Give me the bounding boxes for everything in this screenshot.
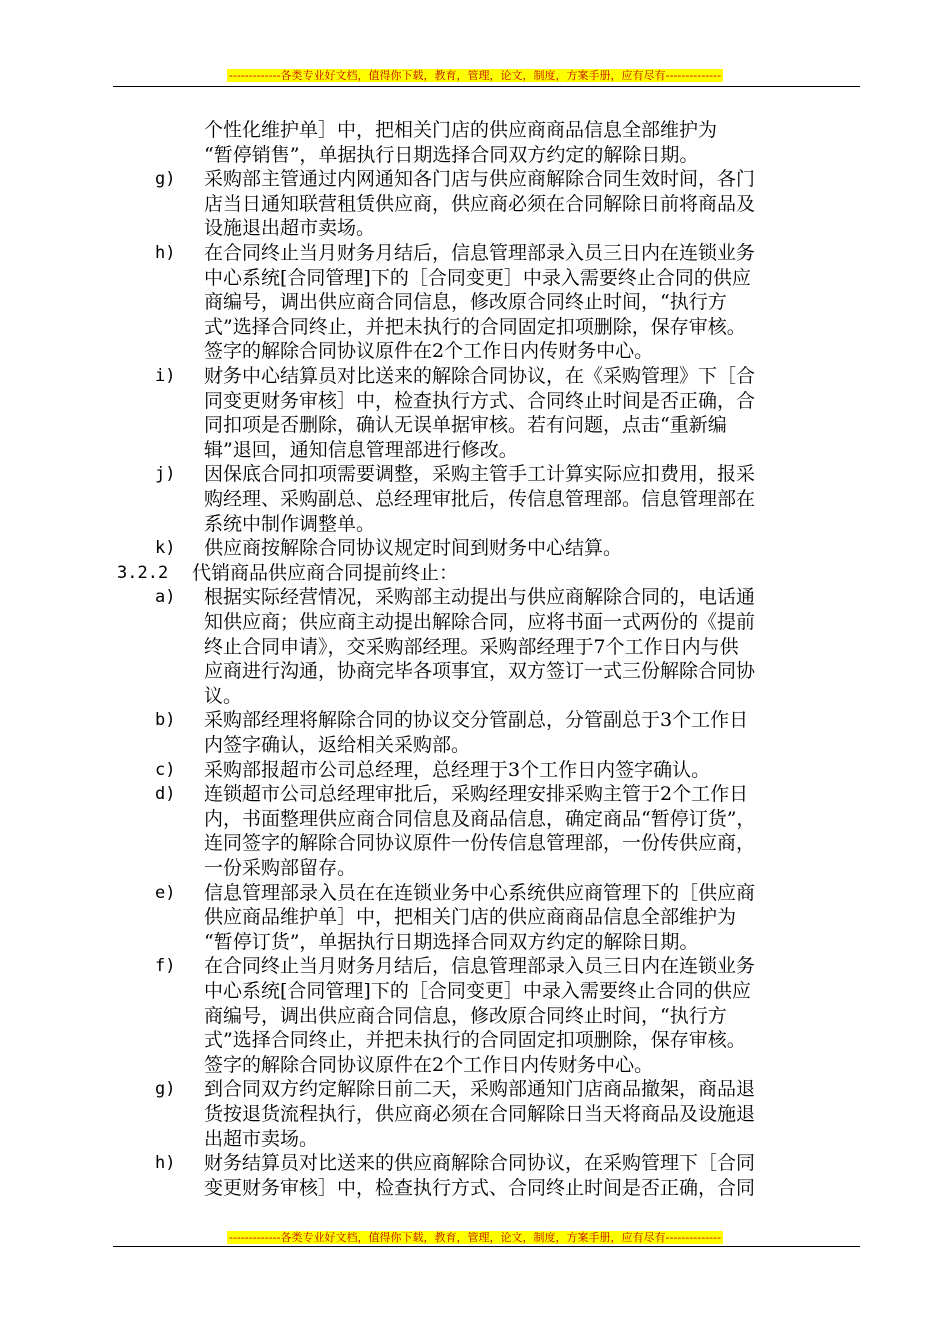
text-line: 中心系统[合同管理]下的［合同变更］中录入需要终止合同的供应 <box>204 980 751 1002</box>
text-line: 商编号，调出供应商合同信息，修改原合同终止时间，“执行方 <box>204 1004 727 1027</box>
text-line: 终止合同申请》，交采购部经理。采购部经理于7个工作日内与供 <box>204 635 739 658</box>
list-marker: h) <box>155 1153 176 1174</box>
text-line: 在合同终止当月财务月结后，信息管理部录入员三日内在连锁业务 <box>204 955 756 978</box>
text-line: 知供应商；供应商主动提出解除合同，应将书面一式两份的《提前 <box>204 611 756 633</box>
list-marker: b) <box>155 710 176 731</box>
text-line: 设施退出超市卖场。 <box>204 217 376 240</box>
text-line: “暂停销售”，单据执行日期选择合同双方约定的解除日期。 <box>204 143 699 166</box>
text-line: 供应商品维护单］中，把相关门店的供应商商品信息全部维护为 <box>204 906 737 929</box>
text-line: 货按退货流程执行，供应商必须在合同解除日当天将商品及设施退 <box>204 1103 756 1125</box>
text-line: 内签字确认，返给相关采购部。 <box>204 734 471 756</box>
text-line: 出超市卖场。 <box>204 1127 319 1150</box>
text-line: 根据实际经营情况，采购部主动提出与供应商解除合同的，电话通 <box>204 586 756 609</box>
text-line: 变更财务审核］中，检查执行方式、合同终止时间是否正确，合同 <box>204 1176 756 1199</box>
text-line: 商编号，调出供应商合同信息，修改原合同终止时间，“执行方 <box>204 291 727 314</box>
text-line: 个性化维护单］中，把相关门店的供应商商品信息全部维护为 <box>204 119 718 141</box>
list-marker: k) <box>155 538 176 559</box>
footer-banner: -------------各类专业好文档，值得你下载，教育，管理，论文，制度，方案手册，应有尽有-------------- <box>228 1231 722 1244</box>
text-line: 签字的解除合同协议原件在2个工作日内传财务中心。 <box>204 1053 654 1076</box>
list-marker: i) <box>155 366 176 386</box>
text-line: 辑”退回，通知信息管理部进行修改。 <box>204 438 518 461</box>
text-line: 供应商按解除合同协议规定时间到财务中心结算。 <box>204 537 623 560</box>
section-number: 3.2.2 <box>117 562 169 583</box>
text-line: 连锁超市公司总经理审批后，采购经理安排采购主管于2个工作日 <box>204 783 749 806</box>
text-line: 同变更财务审核］中，检查执行方式、合同终止时间是否正确，合 <box>204 389 756 412</box>
text-line: 式”选择合同终止，并把未执行的合同固定扣项删除，保存审核。 <box>204 1029 746 1052</box>
text-line: 中心系统[合同管理]下的［合同变更］中录入需要终止合同的供应 <box>204 266 751 289</box>
text-line: 同扣项是否删除，确认无误单据审核。若有问题，点击“重新编 <box>204 414 727 437</box>
text-line: “暂停订货”，单据执行日期选择合同双方约定的解除日期。 <box>204 930 699 953</box>
text-line: 购经理、采购副总、总经理审批后，传信息管理部。信息管理部在 <box>204 488 756 510</box>
text-line: 应商进行沟通，协商完毕各项事宜，双方签订一式三份解除合同协 <box>204 660 756 683</box>
text-line: 到合同双方约定解除日前二天，采购部通知门店商品撤架，商品退 <box>204 1078 756 1101</box>
text-line: 采购部报超市公司总经理，总经理于3个工作日内签字确认。 <box>204 758 711 781</box>
section-title: 代销商品供应商合同提前终止： <box>192 561 459 584</box>
text-line: 连同签字的解除合同协议原件一份传信息管理部，一份传供应商， <box>204 832 756 855</box>
text-line: 议。 <box>204 684 243 707</box>
text-line: 采购部经理将解除合同的协议交分管副总，分管副总于3个工作日 <box>204 709 749 732</box>
header-banner: -------------各类专业好文档，值得你下载，教育，管理，论文，制度，方案手册，应有尽有-------------- <box>228 69 722 82</box>
footer-divider <box>113 1246 860 1247</box>
list-marker: g) <box>155 1079 176 1100</box>
text-line: 在合同终止当月财务月结后，信息管理部录入员三日内在连锁业务 <box>204 242 756 264</box>
list-marker: e) <box>155 882 176 903</box>
text-line: 财务结算员对比送来的供应商解除合同协议，在采购管理下［合同 <box>204 1152 756 1175</box>
list-marker: f) <box>155 956 176 977</box>
text-line: 一份采购部留存。 <box>204 857 357 879</box>
text-line: 财务中心结算员对比送来的解除合同协议，在《采购管理》下［合 <box>204 365 756 387</box>
text-line: 采购部主管通过内网通知各门店与供应商解除合同生效时间，各门 <box>204 168 756 191</box>
text-line: 式”选择合同终止，并把未执行的合同固定扣项删除，保存审核。 <box>204 315 746 338</box>
list-marker: a) <box>155 587 176 608</box>
text-line: 签字的解除合同协议原件在2个工作日内传财务中心。 <box>204 340 654 363</box>
text-line: 店当日通知联营租赁供应商，供应商必须在合同解除日前将商品及 <box>204 192 756 215</box>
list-marker: g) <box>155 169 176 190</box>
list-marker: j) <box>155 464 176 485</box>
header-divider <box>113 86 860 87</box>
text-line: 信息管理部录入员在在连锁业务中心系统供应商管理下的［供应商 <box>204 881 756 904</box>
text-line: 因保底合同扣项需要调整，采购主管手工计算实际应扣费用，报采 <box>204 463 756 486</box>
text-line: 内，书面整理供应商合同信息及商品信息，确定商品“暂停订货”， <box>204 807 756 830</box>
list-marker: c) <box>155 759 176 780</box>
list-marker: d) <box>155 784 176 805</box>
list-marker: h) <box>155 243 176 263</box>
text-line: 系统中制作调整单。 <box>204 512 376 535</box>
